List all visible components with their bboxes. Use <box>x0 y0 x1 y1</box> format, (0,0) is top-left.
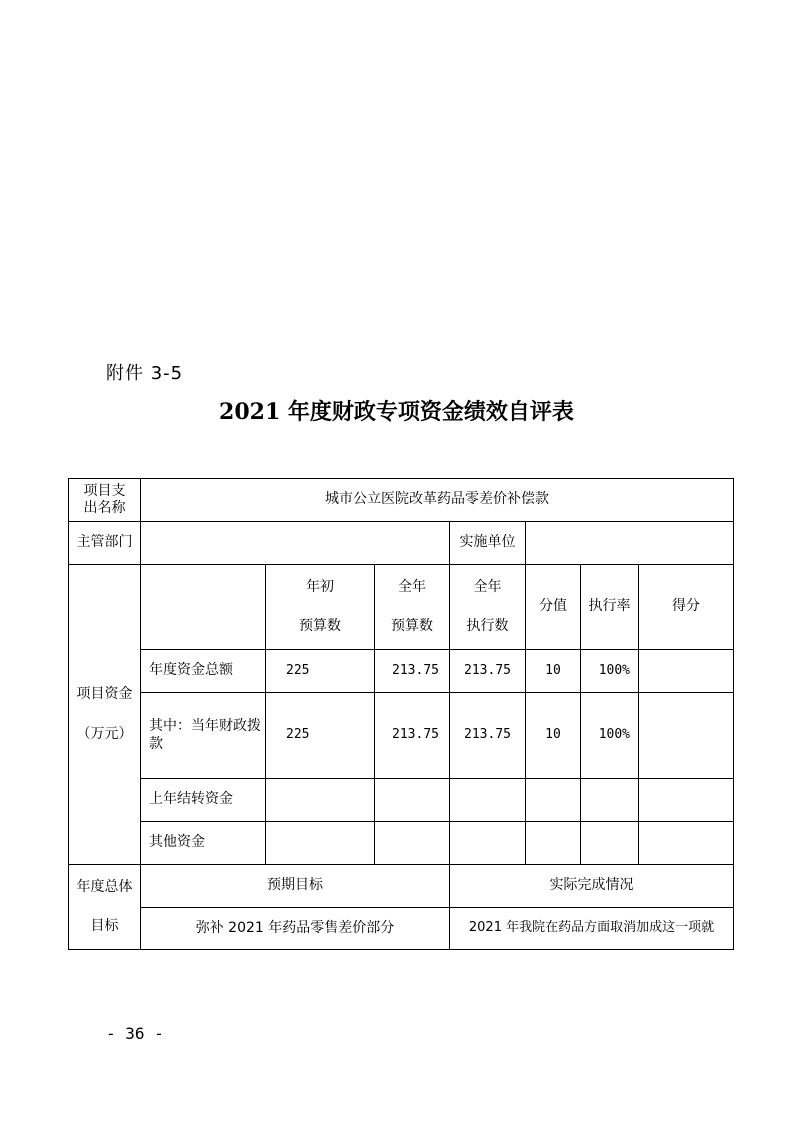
row-initial <box>266 822 375 865</box>
goal-header-row <box>69 865 734 908</box>
header-full-executed-line-1: 全年 <box>473 578 502 595</box>
page-title: 2021 年度财政专项资金绩效自评表 <box>219 399 574 425</box>
row-value <box>526 779 581 822</box>
funds-label <box>69 565 141 865</box>
project-name-row <box>69 479 734 522</box>
header-full-budget-line-1: 全年 <box>398 578 426 595</box>
row-executed <box>450 822 526 865</box>
header-full-budget <box>375 565 450 650</box>
attachment-label: 附件 3-5 <box>106 363 184 384</box>
row-rate: 100% <box>581 693 639 779</box>
row-budget <box>375 779 450 822</box>
row-executed: 213.75 <box>450 693 526 779</box>
row-rate: 100% <box>581 650 639 693</box>
header-full-executed-line-2: 执行数 <box>466 618 509 634</box>
row-value: 10 <box>526 693 581 779</box>
row-value <box>526 822 581 865</box>
row-budget <box>375 822 450 865</box>
row-initial: 225 <box>266 693 375 779</box>
row-rate <box>581 822 639 865</box>
dept-value <box>141 522 450 565</box>
department-row <box>69 522 734 565</box>
row-initial: 225 <box>266 650 375 693</box>
row-label-text: 其中：当年财政拨款 <box>149 718 261 752</box>
table-row <box>69 822 734 865</box>
actual-completion-text: 2021 年我院在药品方面取消加成这一项就 <box>450 908 734 950</box>
unit-value <box>526 522 734 565</box>
row-label: 其他资金 <box>141 822 266 865</box>
dept-label: 主管部门 <box>69 522 141 565</box>
row-label: 上年结转资金 <box>141 779 266 822</box>
row-label <box>141 693 266 779</box>
table-row <box>69 693 734 779</box>
annual-goal-label-line-1: 年度总体 <box>76 878 133 895</box>
project-name-label: 项目支出名称 <box>69 479 141 522</box>
page-number: - 36 - <box>106 1024 164 1043</box>
row-score <box>639 779 734 822</box>
row-budget: 213.75 <box>375 650 450 693</box>
row-score <box>639 650 734 693</box>
table-row <box>69 650 734 693</box>
header-initial-budget-line-2: 预算数 <box>299 618 341 634</box>
row-executed: 213.75 <box>450 650 526 693</box>
annual-goal-label <box>69 865 141 950</box>
expected-goal-header: 预期目标 <box>141 865 450 908</box>
row-score <box>639 693 734 779</box>
goal-content-row <box>69 908 734 950</box>
annual-goal-label-line-2: 目标 <box>90 918 119 934</box>
row-rate <box>581 779 639 822</box>
row-executed <box>450 779 526 822</box>
self-evaluation-table <box>68 478 734 950</box>
funds-header-blank <box>141 565 266 650</box>
header-full-executed <box>450 565 526 650</box>
funds-label-line-1: 项目资金 <box>76 686 133 702</box>
header-score-value: 分值 <box>526 565 581 650</box>
funds-label-line-2: （万元） <box>76 725 133 742</box>
header-full-budget-line-2: 预算数 <box>391 618 433 634</box>
table-row <box>69 779 734 822</box>
header-initial-budget <box>266 565 375 650</box>
header-exec-rate: 执行率 <box>581 565 639 650</box>
row-value: 10 <box>526 650 581 693</box>
actual-completion-header: 实际完成情况 <box>450 865 734 908</box>
unit-label: 实施单位 <box>450 522 526 565</box>
row-initial <box>266 779 375 822</box>
row-label: 年度资金总额 <box>141 650 266 693</box>
funds-header-row <box>69 565 734 650</box>
row-score <box>639 822 734 865</box>
project-name-value: 城市公立医院改革药品零差价补偿款 <box>141 479 734 522</box>
header-initial-budget-line-1: 年初 <box>306 578 334 595</box>
row-budget: 213.75 <box>375 693 450 779</box>
expected-goal-text: 弥补 2021 年药品零售差价部分 <box>141 908 450 950</box>
header-score: 得分 <box>639 565 734 650</box>
